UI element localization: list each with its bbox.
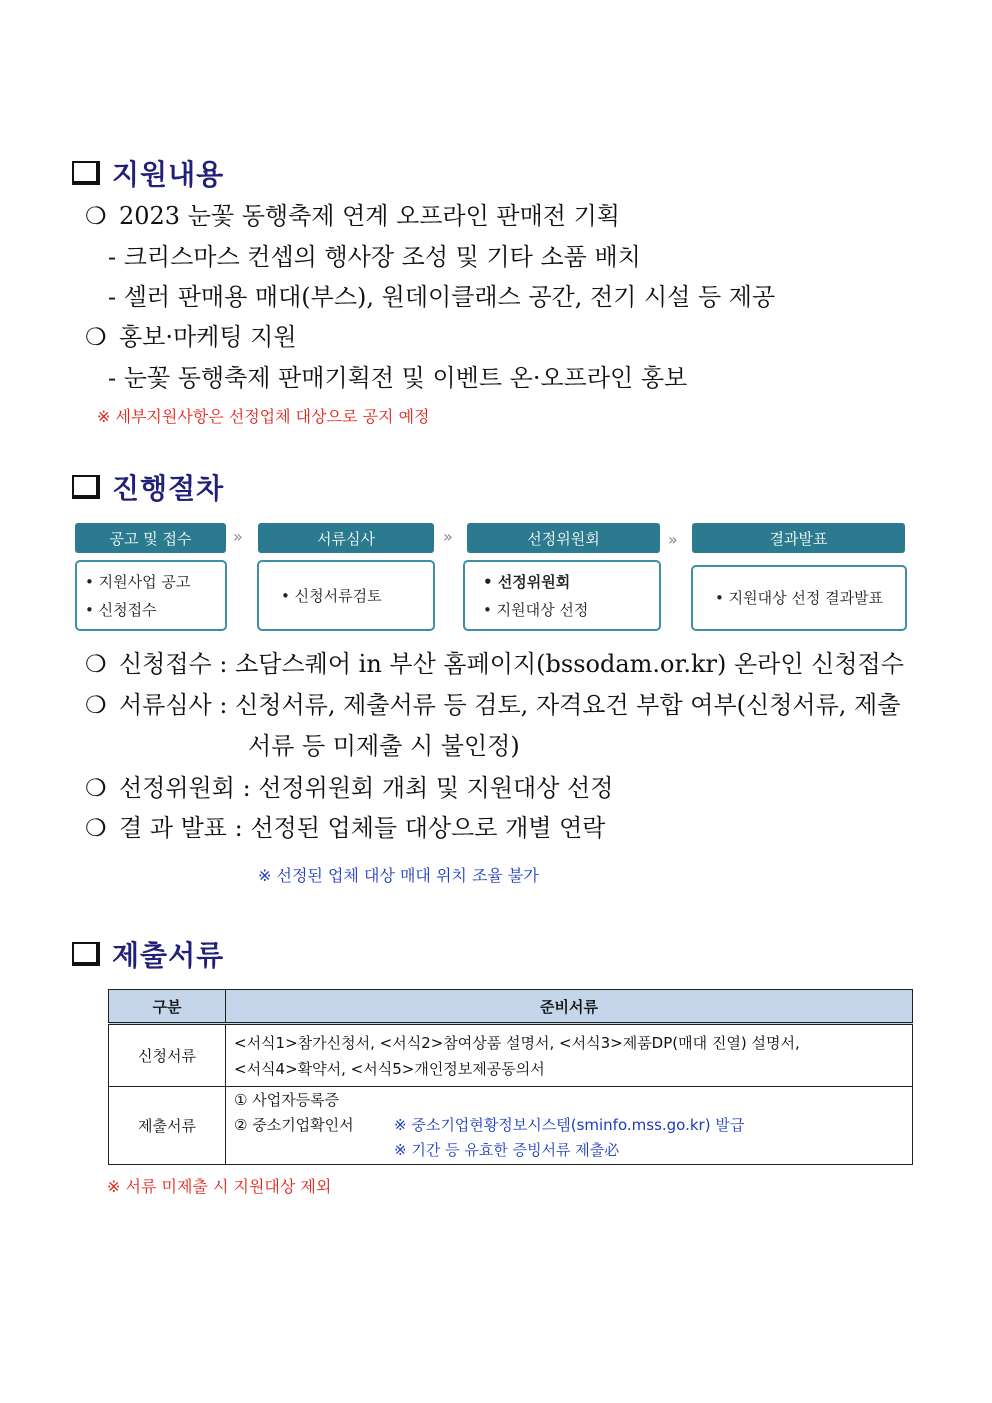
section-header-procedure xyxy=(72,467,224,507)
row-category: 신청서류 xyxy=(109,1024,226,1087)
step-4-box xyxy=(691,565,907,631)
step-1-item: • 신청접수 xyxy=(85,600,157,619)
section-title: 지원내용 xyxy=(112,158,225,191)
circle-bullet-icon: ❍ xyxy=(85,691,107,719)
procedure-line-3: ❍ 선정위원회 : 선정위원회 개최 및 지원대상 선정 xyxy=(85,771,613,805)
row-content: <서식1>참가신청서, <서식2>참여상품 설명서, <서식3>제품DP(매대 진열) 설명서, <서식4>확약서, <서식5>개인정보제공동의서 xyxy=(226,1024,913,1087)
table-row xyxy=(109,1087,913,1165)
row-category: 제출서류 xyxy=(109,1087,226,1165)
procedure-line-4: ❍ 결 과 발표 : 선정된 업체들 대상으로 개별 연락 xyxy=(85,811,605,845)
step-3-item: • 선정위원회 xyxy=(483,572,571,591)
documents-table xyxy=(108,989,913,1165)
column-header: 구분 xyxy=(109,990,226,1024)
flow-arrow-icon: » xyxy=(233,527,243,546)
step-2-item: • 신청서류검토 xyxy=(281,586,382,605)
table-row xyxy=(109,1024,913,1087)
section-title: 제출서류 xyxy=(112,939,225,972)
step-2-box xyxy=(257,560,435,631)
step-2-header: 서류심사 xyxy=(258,523,434,553)
support-item-1-sub-2: - 셀러 판매용 매대(부스), 원데이클래스 공간, 전기 시설 등 제공 xyxy=(108,283,776,311)
procedure-line-2-cont: 서류 등 미제출 시 불인정) xyxy=(248,732,520,760)
support-item-2-sub-1: - 눈꽃 동행축제 판매기획전 및 이벤트 온·오프라인 홍보 xyxy=(108,364,688,392)
procedure-note: ※ 선정된 업체 대상 매대 위치 조율 불가 xyxy=(258,866,539,885)
step-1-header: 공고 및 접수 xyxy=(75,523,226,553)
circle-bullet-icon: ❍ xyxy=(85,814,107,842)
section-title: 진행절차 xyxy=(112,472,225,505)
documents-note: ※ 서류 미제출 시 지원대상 제외 xyxy=(107,1177,332,1196)
section-header-documents xyxy=(72,934,224,974)
procedure-line-2: ❍ 서류심사 : 신청서류, 제출서류 등 검토, 자격요건 부합 여부(신청서류, 제출 xyxy=(85,688,900,722)
step-4-item: • 지원대상 선정 결과발표 xyxy=(715,589,884,607)
table-header-row xyxy=(109,990,913,1024)
flow-arrow-icon: » xyxy=(668,530,678,549)
square-bullet-icon xyxy=(72,161,100,185)
column-header: 준비서류 xyxy=(226,990,913,1024)
step-4-header: 결과발표 xyxy=(692,523,905,553)
step-1-box xyxy=(75,560,227,631)
square-bullet-icon xyxy=(72,475,100,499)
step-3-box xyxy=(463,560,661,631)
support-item-2: ❍ 홍보·마케팅 지원 xyxy=(85,320,297,354)
support-item-1-sub-1: - 크리스마스 컨셉의 행사장 조성 및 기타 소품 배치 xyxy=(108,243,641,271)
step-3-item: • 지원대상 선정 xyxy=(483,600,589,619)
step-3-header: 선정위원회 xyxy=(467,523,660,553)
support-note: ※ 세부지원사항은 선정업체 대상으로 공지 예정 xyxy=(97,407,430,426)
step-1-item: • 지원사업 공고 xyxy=(85,572,191,591)
circle-bullet-icon: ❍ xyxy=(85,774,107,802)
circle-bullet-icon: ❍ xyxy=(85,202,107,230)
circle-bullet-icon: ❍ xyxy=(85,323,107,351)
circle-bullet-icon: ❍ xyxy=(85,650,107,678)
section-header-support xyxy=(72,153,224,193)
square-bullet-icon xyxy=(72,942,100,966)
flow-arrow-icon: » xyxy=(443,527,453,546)
row-content: ① 사업자등록증 ② 중소기업확인서 ※ 중소기업현황정보시스템(sminfo.mss.go.kr) 발급 ※ 기간 등 유효한 증빙서류 제출必 xyxy=(226,1087,913,1165)
procedure-line-1: ❍ 신청접수 : 소담스퀘어 in 부산 홈페이지(bssodam.or.kr) 온라인 신청접수 xyxy=(85,647,904,681)
support-item-1: ❍ 2023 눈꽃 동행축제 연계 오프라인 판매전 기획 xyxy=(85,199,620,233)
